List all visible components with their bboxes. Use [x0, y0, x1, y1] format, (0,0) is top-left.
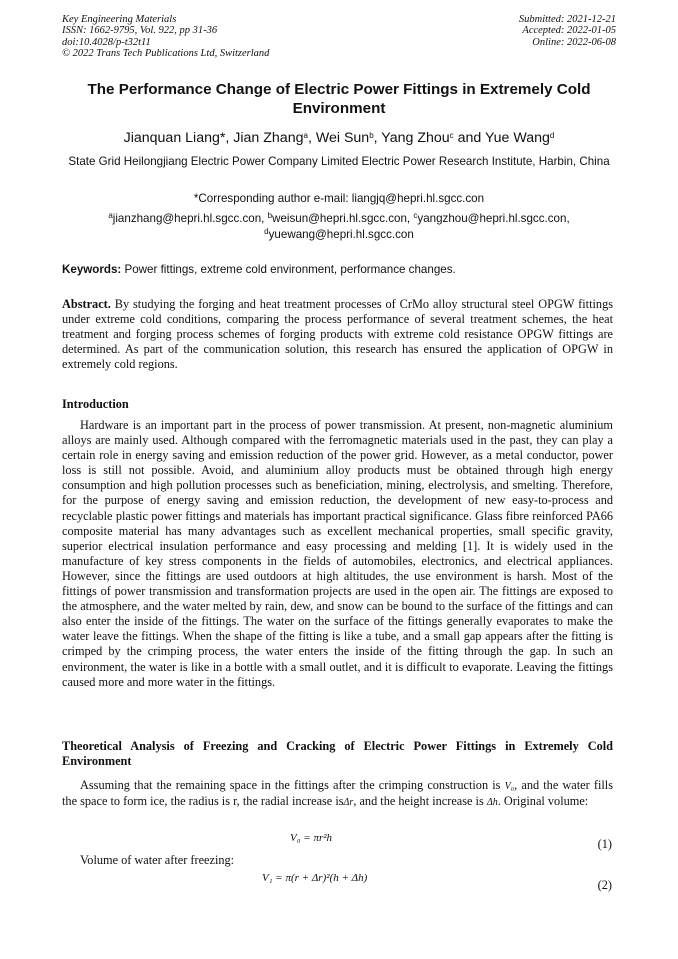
online-date: Online: 2022-06-08: [532, 36, 616, 48]
equation-1-formula: V₀ = πr²h: [290, 832, 333, 844]
submitted-date: Submitted: 2021-12-21: [518, 14, 616, 25]
affil-mark: c: [413, 211, 418, 220]
separator: ,: [373, 130, 382, 146]
journal-issn: ISSN: 1662-9795, Vol. 922, pp 31-36: [62, 25, 218, 37]
introduction-text: Hardware is an important part in the process of power transmission. At present, non-magnetic aluminium alloys are mainly used. Although compared with the ferromagnetic materials used in the past, they can play a certain role in energy saving and emission reduction of the power grid. However, as a metal conductor, power loss is still not possible. Avoid, and aluminium alloy products must be obtained through high energy consumption and high pollution processes such as beneficiation, mining, electrolysis, and smelting. Therefore, for the purpose of energy saving and emission reduction, the development of new easy-to-process and recyclable plastic power fittings and materials has important practical significance. Glass fibre reinforced PA66 composite material has many advantages such as excellent mechanical properties, small specific gravity, superior electrical insulation performance and easy processing and melding [1]. It is widely used in the manufacture of key stress components in the fields of automobiles, electronics, and electrical appliances. However, since the fittings are used outdoors at high altitudes, the use environment is harsh. Most of the fittings of power transmission and transformation projects are used in the open air. The fittings are exposed to the atmosphere, and the water melted by rain, dew, and snow can be bound to the surface of the fittings and can also enter the inside of the fittings. The water on the surface of the fittings generally evaporates to make the water leave the fittings. When the shape of the fitting is like a tube, and a small gap appears after the fitting is crimped by the crimping process, the water enters the inside of the fitting through the gap. In such an environment, the water is like in a bottle with a small outlet, and it is difficult to evaporate. Leaving the fittings caused more and more water in the fittings.: [62, 418, 613, 689]
author-2: Jian Zhang: [233, 130, 304, 146]
section-heading-introduction: Introduction: [62, 397, 129, 411]
corresponding-author: *Corresponding author e-mail: liangjq@hepri.hl.sgcc.con: [193, 192, 485, 205]
author-emails: [62, 211, 616, 242]
journal-name: Key Engineering Materials: [62, 14, 177, 25]
author-3: Wei Sun: [315, 130, 370, 146]
submission-dates: [519, 14, 616, 48]
section-heading-theory: Theoretical Analysis of Freezing and Cracking of Electric Power Fittings in Extremely Cold Environment: [62, 739, 613, 768]
affil-mark: d: [549, 131, 555, 140]
author-1: Jianquan Liang*,: [123, 130, 234, 146]
theory-text: , and the water fills the space to form ice, the radius is r, the radial increase is: [62, 778, 613, 809]
journal-info: [62, 14, 269, 59]
theory-text: Assuming that the remaining space in the fittings after the crimping construction is: [80, 778, 505, 792]
keywords: [62, 263, 616, 276]
copyright: © 2022 Trans Tech Publications Ltd, Switzerland: [62, 47, 270, 59]
abstract-text: By studying the forging and heat treatment processes of CrMo alloy structural steel OPGW fittings under extreme cold conditions, comparing the process performance of several treatment schemes, the heat treatment and forging process schemes of forging products with extreme cold resistance OPGW fittings are determined. As part of the communication solution, this research has ensured the application of OPGW in extremely cold regions.: [62, 297, 613, 372]
affil-mark: d: [264, 226, 269, 236]
author-5: Yue Wang: [484, 130, 550, 146]
theory-text: , and the height increase is: [353, 794, 487, 809]
equation-2-number: (2): [597, 878, 612, 892]
author-list: [62, 130, 616, 146]
abstract: [62, 297, 613, 372]
affil-mark: a: [108, 211, 113, 220]
keywords-label: Keywords:: [62, 263, 122, 276]
equation-1-number: (1): [597, 837, 612, 851]
math-v0: V₀: [504, 781, 515, 792]
freezing-volume-label: Volume of water after freezing:: [80, 853, 235, 867]
email-link[interactable]: yuewang@hepri.hl.sgcc.con: [268, 227, 414, 241]
email-link[interactable]: jianzhang@hepri.hl.sgcc.con,: [112, 212, 268, 225]
theory-paragraph: [62, 778, 613, 810]
paper-title: The Performance Change of Electric Power Fittings in Extremely Cold Environment: [87, 81, 591, 117]
math-delta-r: Δr: [343, 797, 354, 809]
math-delta-h: Δh: [486, 797, 498, 809]
separator: ,: [307, 130, 316, 146]
affil-mark: c: [449, 131, 454, 140]
theory-text: . Original volume:: [497, 794, 589, 809]
affiliation: State Grid Heilongjiang Electric Power Company Limited Electric Power Research Institute, Harbin, China: [68, 155, 610, 168]
affil-mark: a: [303, 131, 308, 140]
abstract-label: Abstract.: [62, 297, 111, 311]
equation-2-formula: V₁ = π(r + Δr)²(h + Δh): [262, 872, 368, 884]
accepted-date: Accepted: 2022-01-05: [522, 25, 616, 37]
journal-doi: doi:10.4028/p-t32t11: [62, 36, 151, 48]
affil-mark: b: [267, 211, 273, 220]
email-link[interactable]: yangzhou@hepri.hl.sgcc.con,: [417, 212, 570, 225]
affil-mark: b: [369, 131, 374, 140]
author-4: Yang Zhou: [381, 130, 450, 146]
keywords-text: Power fittings, extreme cold environment, performance changes.: [121, 263, 456, 276]
email-link[interactable]: weisun@hepri.hl.sgcc.con,: [272, 212, 414, 225]
separator: and: [453, 130, 485, 146]
